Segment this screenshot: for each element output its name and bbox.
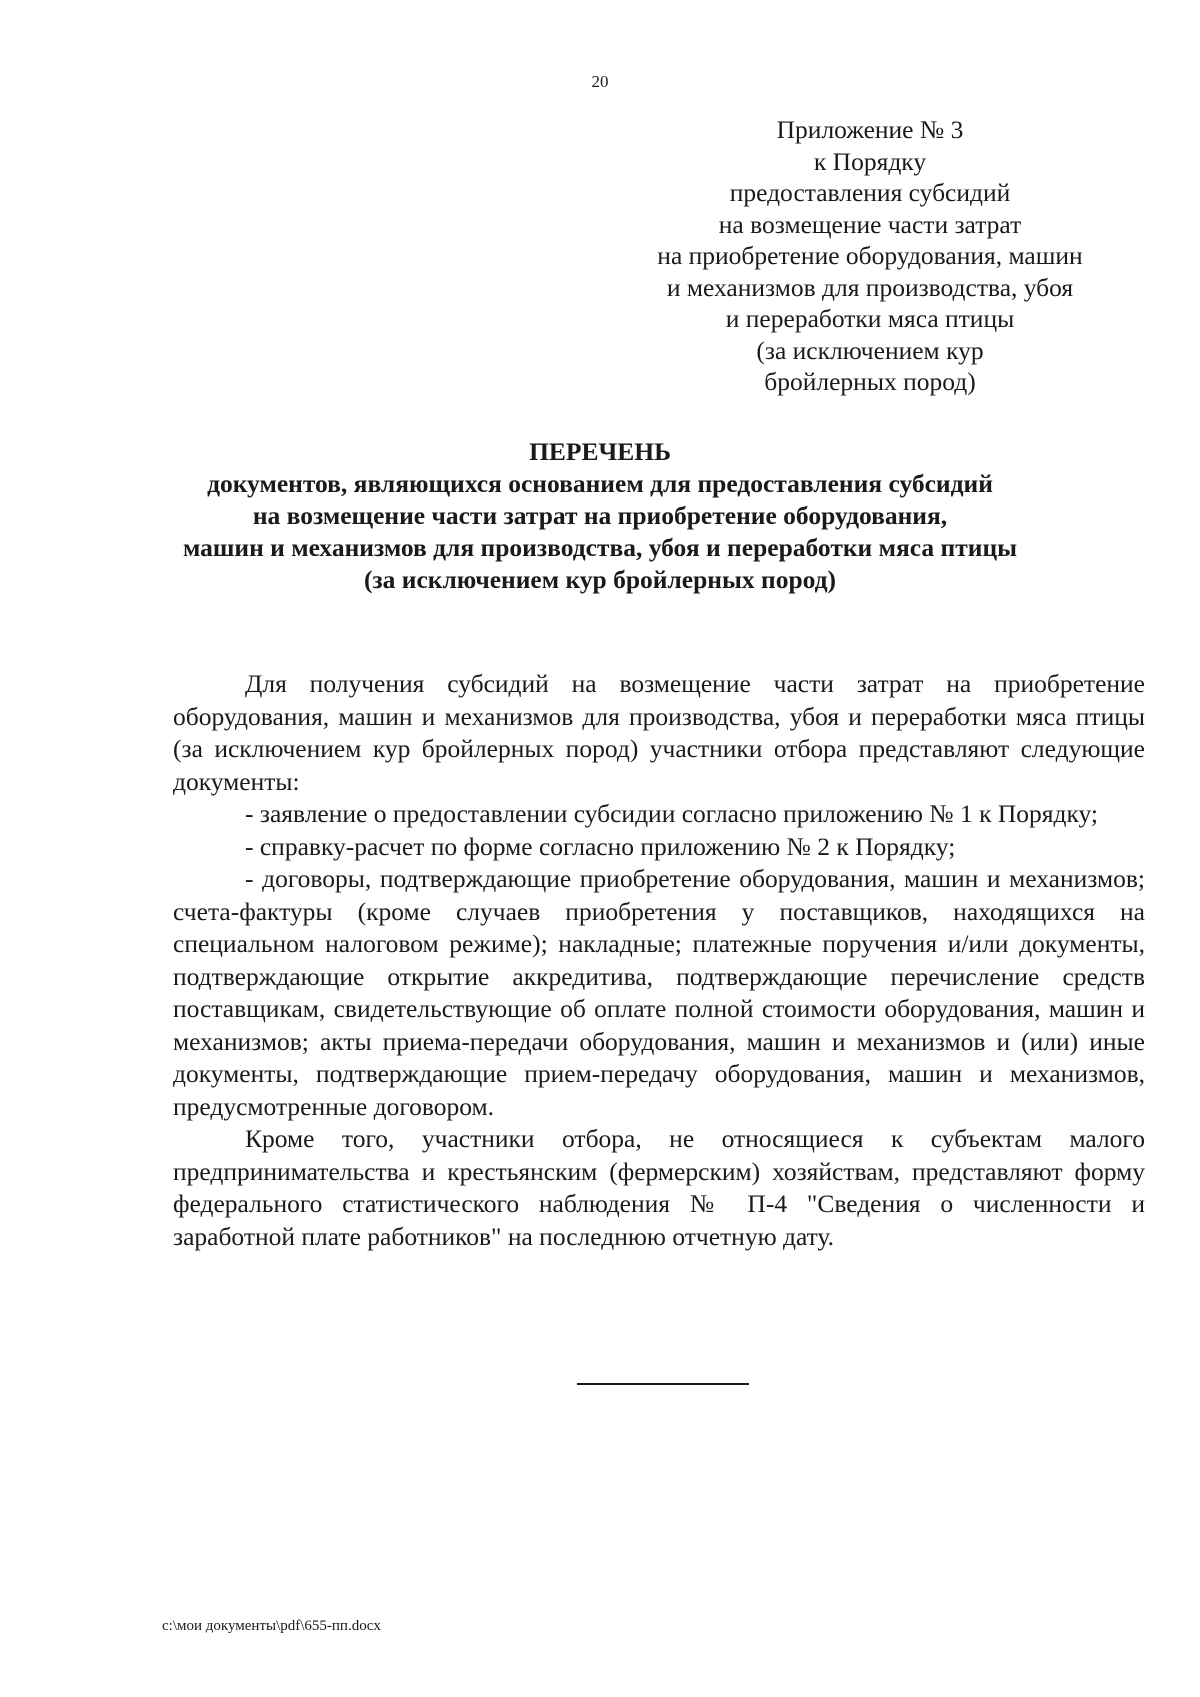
title-line: документов, являющихся основанием для предоставления субсидий (207, 469, 993, 498)
title-line: на возмещение части затрат на приобретение оборудования, (252, 501, 948, 530)
document-body (173, 668, 1145, 1253)
title-line: (за исключением кур бройлерных пород) (363, 565, 837, 594)
appendix-line: (за исключением кур (756, 335, 984, 365)
appendix-line: предоставления субсидий (729, 178, 1011, 207)
appendix-line: бройлерных пород) (764, 367, 976, 396)
list-item-calculation: - справку-расчет по форме согласно приложению № 2 к Порядку; (245, 831, 956, 861)
appendix-line: и механизмов для производства, убоя (666, 272, 1074, 302)
title-line: машин и механизмов для производства, убоя и переработки мяса птицы (182, 533, 1018, 562)
title-heading: ПЕРЕЧЕНЬ (529, 437, 671, 466)
appendix-line: на возмещение части затрат (718, 209, 1022, 239)
document-title (150, 436, 1050, 596)
appendix-line: на приобретение оборудования, машин (657, 241, 1083, 270)
intro-paragraph: Для получения субсидий на возмещение части затрат на приобретение оборудования, машин и механизмов для производства, убоя и переработки мяса птицы (за исключением кур бройлерных пород) участники отбора представляют следующие документы: (173, 669, 1145, 796)
appendix-reference (640, 114, 1100, 398)
appendix-line: и переработки мяса птицы (725, 304, 1015, 333)
page-number: 20 (591, 72, 609, 91)
footer-file-path: c:\мои документы\pdf\655-пп.docx (162, 1618, 381, 1634)
appendix-line: Приложение № 3 (776, 115, 964, 144)
appendix-line: к Порядку (813, 146, 927, 176)
list-item-application: - заявление о предоставлении субсидии согласно приложению № 1 к Порядку; (245, 799, 1099, 828)
list-item-contracts: - договоры, подтверждающие приобретение оборудования, машин и механизмов; счета-фактуры (кроме случаев приобретения у поставщиков, находящихся на специальном налоговом режиме); накладные; платежные поручения и/или документы, подтверждающие открытие аккредитива, подтверждающие перечисление средств поставщикам, свидетельствующие об оплате полной стоимости оборудования, машин и механизмов; акты приема-передачи оборудования, машин и механизмов и (или) иные документы, подтверждающие прием-передачу оборудования, машин и механизмов, предусмотренные договором. (173, 864, 1145, 1121)
additional-paragraph: Кроме того, участники отбора, не относящиеся к субъектам малого предпринимательства и крестьянским (фермерским) хозяйствам, представляют форму федерального статистического наблюдения № П-4 "Сведения о численности и заработной плате работников" на последнюю отчетную дату. (173, 1124, 1145, 1251)
closing-divider (577, 1383, 749, 1385)
